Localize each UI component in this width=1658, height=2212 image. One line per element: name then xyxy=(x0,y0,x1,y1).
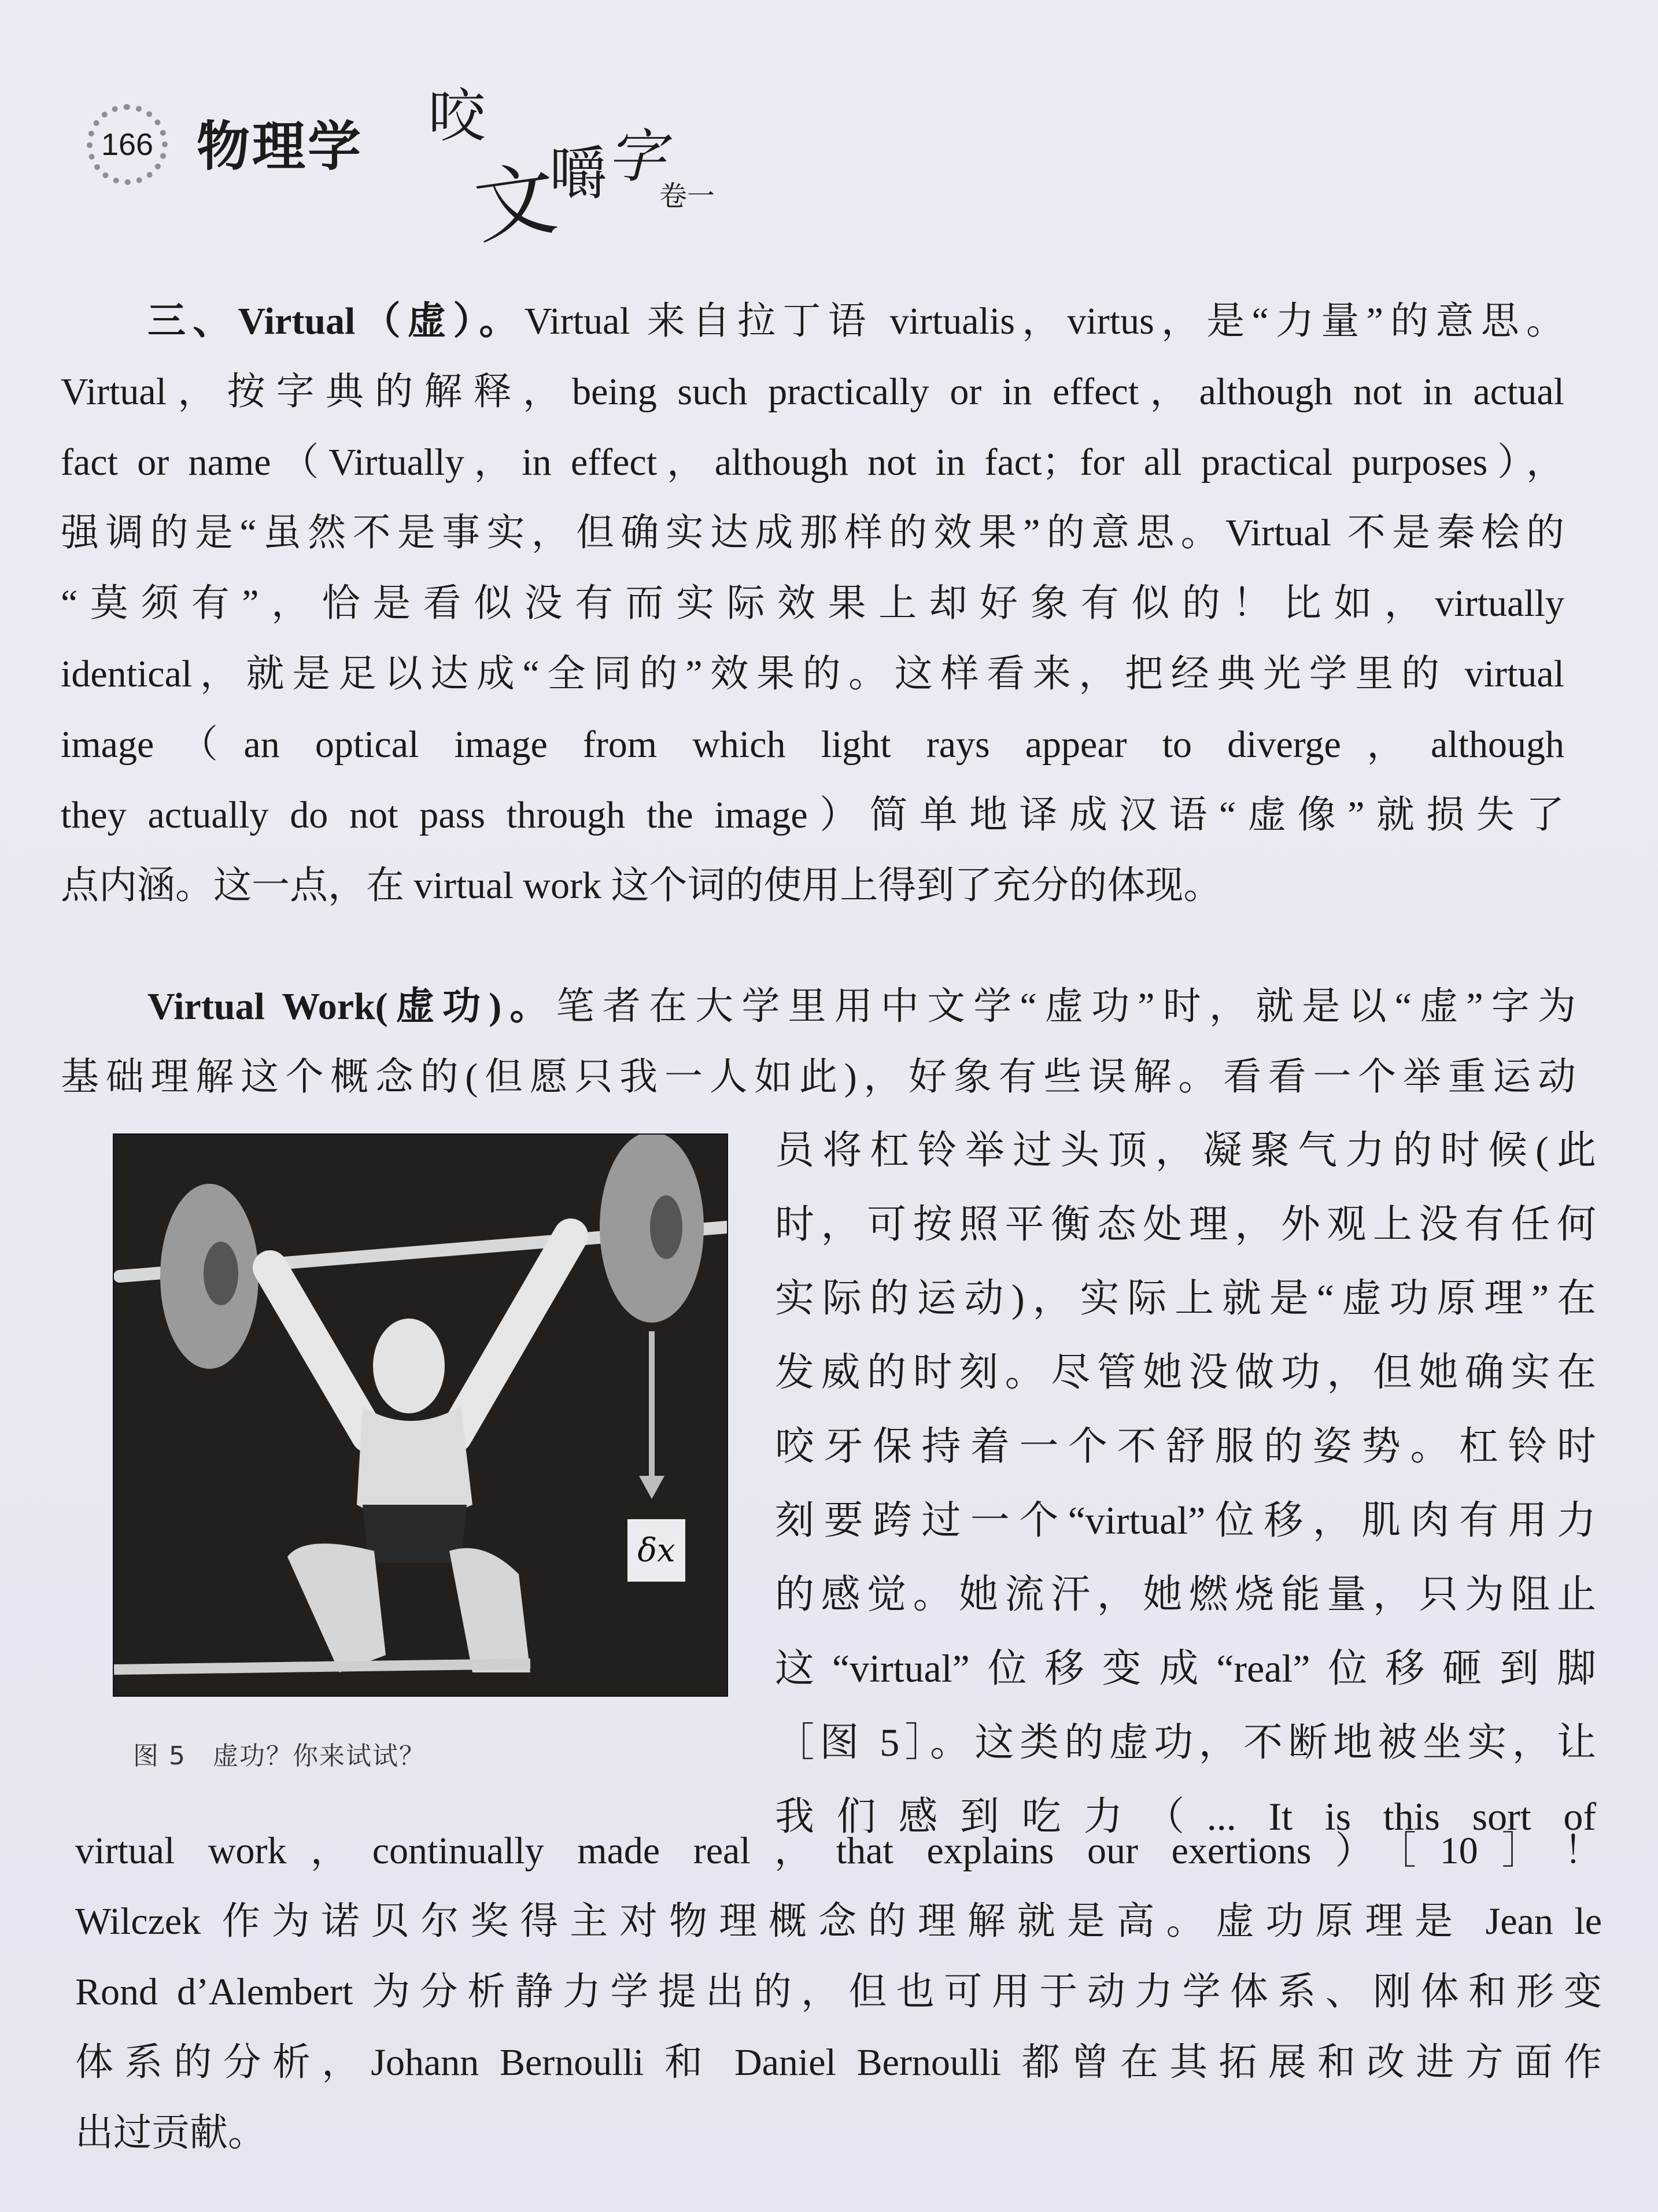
book-volume: 卷一 xyxy=(659,180,715,212)
text-line: 这“virtual”位移变成“real”位移砸到脚 xyxy=(775,1646,1596,1690)
text-after-figure xyxy=(75,1816,1602,2169)
text-line xyxy=(61,972,1576,1042)
delta-x-label: δx xyxy=(627,1519,685,1582)
text-line: Rond d’Alembert 为分析静力学提出的，但也可用于动力学体系、刚体和形变 xyxy=(75,1971,1602,2013)
text-line: 我们感到吃力（... It is this sort of xyxy=(775,1794,1596,1838)
text-line: 体系的分析，Johann Bernoulli 和 Daniel Bernoulli 都曾在其拓展和改进方面作 xyxy=(75,2041,1602,2084)
paragraph-virtual xyxy=(61,286,1564,921)
text-line: 时，可按照平衡态处理，外观上没有任何 xyxy=(775,1202,1596,1246)
text-line: 出过贡献。 xyxy=(75,2112,266,2154)
text-line: 刻要跨过一个“virtual”位移，肌肉有用力 xyxy=(775,1498,1596,1542)
page-header xyxy=(75,69,769,256)
text-line: 基础理解这个概念的(但愿只我一人如此)，好象有些误解。看看一个举重运动 xyxy=(61,1056,1576,1098)
text-line: image（an optical image from which light rays appear to diverge，although xyxy=(61,723,1564,766)
text-line: “莫须有”，恰是看似没有而实际效果上却好象有似的！比如，virtually xyxy=(61,582,1564,625)
text-line: Virtual，按字典的解释，being such practically or in effect，although not in actual xyxy=(61,371,1564,413)
text-beside-figure xyxy=(775,1113,1596,1853)
text-line: 员将杠铃举过头顶，凝聚气力的时候(此 xyxy=(775,1128,1596,1172)
text-fragment: 笔者在大学里用中文学“虚功”时，就是以“虚”字为 xyxy=(556,985,1576,1028)
text-line: virtual work，continually made real，that explains our exertions）［10］！ xyxy=(75,1830,1602,1872)
text-line: ［图 5］。这类的虚功，不断地被坐实，让 xyxy=(775,1720,1596,1764)
section-heading: 三、Virtual（虚）。 xyxy=(147,300,525,342)
weightlifter-illustration xyxy=(114,1135,727,1696)
section-heading: Virtual Work(虚功)。 xyxy=(147,985,556,1028)
text-line: 实际的运动)，实际上就是“虚功原理”在 xyxy=(775,1276,1596,1320)
text-line: Wilczek 作为诺贝尔奖得主对物理概念的理解就是高。虚功原理是 Jean le xyxy=(75,1900,1602,1943)
title-char: 嚼 xyxy=(549,140,607,208)
text-line: fact or name（Virtually，in effect，although not in fact；for all practical purposes）， xyxy=(61,441,1564,483)
title-char: 文 xyxy=(469,151,563,256)
text-line: 点内涵。这一点，在 virtual work 这个词的使用上得到了充分的体现。 xyxy=(61,865,1222,907)
text-line: 强调的是“虽然不是事实，但确实达成那样的效果”的意思。Virtual 不是秦桧的 xyxy=(61,512,1564,554)
page-number-badge xyxy=(87,104,168,185)
text-line: they actually do not pass through the image）简单地译成汉语“虚像”就损失了 xyxy=(61,794,1564,836)
figure-weightlifter xyxy=(113,1133,728,1697)
title-char: 咬 xyxy=(428,82,486,150)
paragraph-virtual-work xyxy=(61,972,1576,1113)
text-line: 三、Virtual（虚）。Virtual 来自拉丁语 virtualis，virtus，是“力量”的意思。 xyxy=(147,300,1564,342)
text-line: 的感觉。她流汗，她燃烧能量，只为阻止 xyxy=(775,1572,1596,1616)
figure-caption: 图 5 虚功？你来试试？ xyxy=(133,1741,426,1771)
page-number: 166 xyxy=(101,127,154,162)
text-line: 咬牙保持着一个不舒服的姿势。杠铃时 xyxy=(775,1424,1596,1468)
text-line: 发威的时刻。尽管她没做功，但她确实在 xyxy=(775,1350,1596,1394)
text-line: identical，就是足以达成“全同的”效果的。这样看来，把经典光学里的 virtual xyxy=(61,653,1564,695)
book-title-main: 物理学 xyxy=(197,116,364,178)
title-char: 字 xyxy=(607,123,665,190)
